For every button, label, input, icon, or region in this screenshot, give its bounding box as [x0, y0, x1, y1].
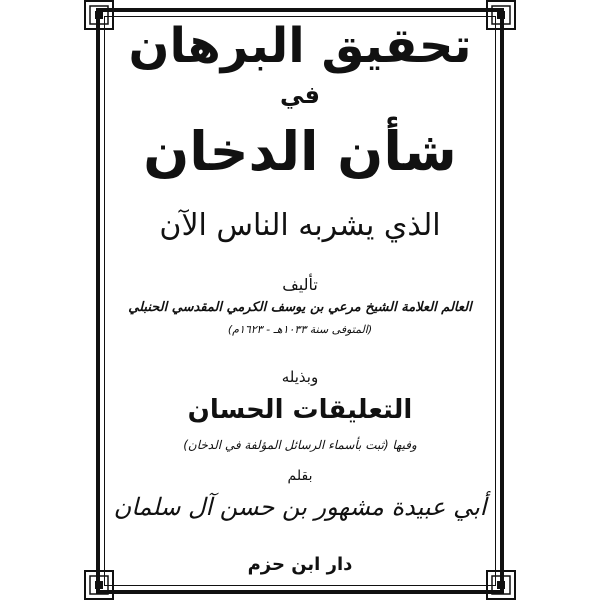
book-title-connector: في — [280, 81, 320, 109]
book-title-line2: شأن الدخان — [143, 120, 457, 183]
book-title-line1: تحقيق البرهان — [128, 18, 472, 74]
appendix-label: وبذيله — [281, 368, 319, 386]
author-name: العالم العلامة الشيخ مرعي بن يوسف الكرمي المقدسي الحنبلي — [128, 300, 472, 315]
by-pen-label: بقلم — [287, 468, 313, 484]
author-dates: (المتوفى سنة ١٠٣٣هـ - ١٦٢٣م) — [227, 323, 373, 336]
ornamental-corner-icon — [486, 570, 516, 600]
authored-by-label: تأليف — [282, 275, 318, 294]
appendix-title: التعليقات الحسان — [187, 395, 413, 425]
ornamental-corner-icon — [486, 0, 516, 30]
appendix-note: وفيها (ثبت بأسماء الرسائل المؤلفة في الدخان) — [183, 438, 417, 452]
editor-name: أبي عبيدة مشهور بن حسن آل سلمان — [113, 493, 487, 521]
book-subtitle: الذي يشربه الناس الآن — [159, 208, 441, 243]
publisher-name: دار ابن حزم — [247, 554, 353, 575]
